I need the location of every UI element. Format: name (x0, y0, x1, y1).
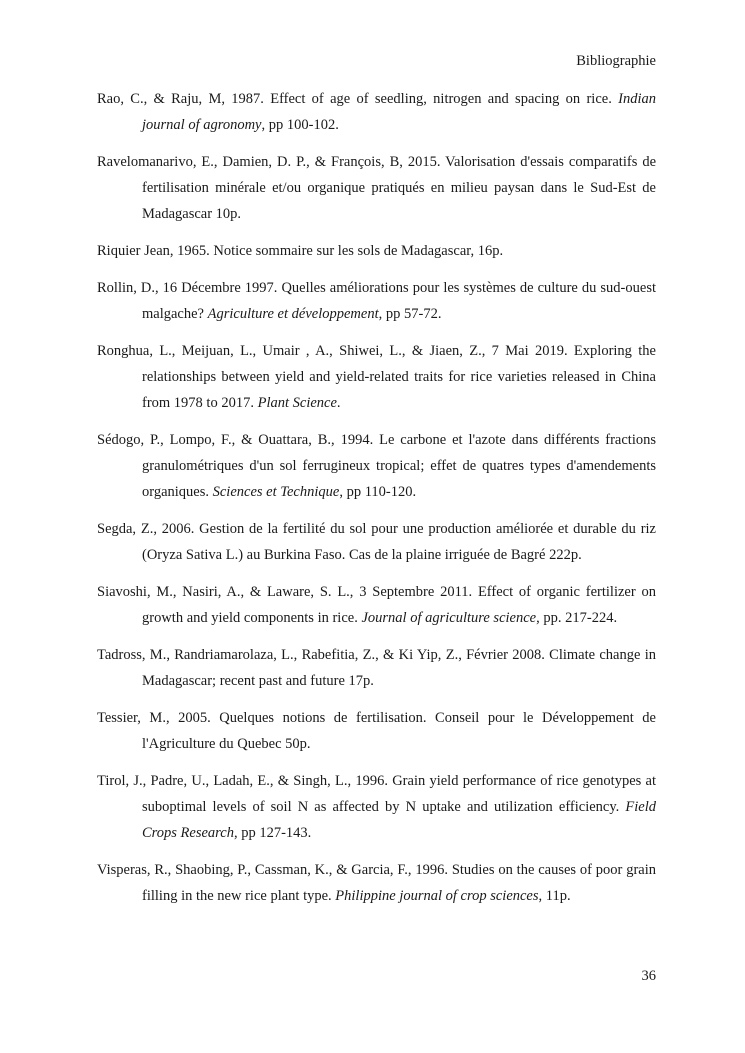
reference-entry (97, 857, 656, 909)
reference-text-end: , pp 100-102. (261, 117, 339, 133)
bibliography-list (97, 86, 656, 920)
reference-entry (97, 427, 656, 505)
reference-text: Siavoshi, M., Nasiri, A., & Laware, S. L., 3 Septembre 2011. Effect of organic fertilizer on growth and yield components in rice. (97, 584, 656, 626)
reference-text: Sédogo, P., Lompo, F., & Ouattara, B., 1994. Le carbone et l'azote dans différents fractions granulométriques d'un sol ferrugineux tropical; effet de quatres types d'amendements organiques. (97, 432, 656, 500)
reference-text: Ravelomanarivo, E., Damien, D. P., & François, B, 2015. Valorisation d'essais comparatifs de fertilisation minérale et/ou organique pratiqués en milieu paysan dans le Sud-Est de Madagascar 10p. (97, 154, 656, 222)
reference-entry (97, 516, 656, 568)
reference-text: Segda, Z., 2006. Gestion de la fertilité du sol pour une production améliorée et durable du riz (Oryza Sativa L.) au Burkina Faso. Cas de la plaine irriguée de Bagré 222p. (97, 521, 656, 563)
reference-entry (97, 768, 656, 846)
reference-text: Tessier, M., 2005. Quelques notions de fertilisation. Conseil pour le Développement de l'Agriculture du Quebec 50p. (97, 710, 656, 752)
reference-source-title: Plant Science (257, 395, 337, 411)
reference-text-end: , 11p. (538, 888, 571, 904)
running-header: Bibliographie (576, 53, 656, 69)
reference-source-title: Agriculture et développement (207, 306, 379, 322)
reference-text: Tadross, M., Randriamarolaza, L., Rabefitia, Z., & Ki Yip, Z., Février 2008. Climate change in Madagascar; recent past and future 17p. (97, 647, 656, 689)
reference-text-end: , pp. 217-224. (536, 610, 618, 626)
reference-entry (97, 338, 656, 416)
reference-entry (97, 705, 656, 757)
reference-text-end: , pp 127-143. (233, 825, 312, 841)
reference-text-end: , pp 57-72. (378, 306, 442, 322)
reference-entry (97, 275, 656, 327)
reference-source-title: Field Crops Research (142, 799, 656, 841)
reference-entry (97, 149, 656, 227)
reference-entry (97, 86, 656, 138)
reference-entry (97, 238, 656, 264)
reference-source-title: Philippine journal of crop sciences (335, 888, 539, 904)
reference-text: Visperas, R., Shaobing, P., Cassman, K., & Garcia, F., 1996. Studies on the causes of poor grain filling in the new rice plant type. (97, 862, 656, 904)
reference-entry (97, 642, 656, 694)
reference-source-title: Sciences et Technique (212, 484, 340, 500)
reference-text: Rao, C., & Raju, M, 1987. Effect of age of seedling, nitrogen and spacing on rice. (97, 91, 619, 107)
reference-source-title: Indian journal of agronomy (142, 91, 656, 133)
reference-text-end: , pp 110-120. (339, 484, 417, 500)
reference-text: Ronghua, L., Meijuan, L., Umair , A., Shiwei, L., & Jiaen, Z., 7 Mai 2019. Exploring the relationships between yield and yield-related traits for rice varieties released in China from 1978 to 2017. (97, 343, 656, 411)
reference-text: Rollin, D., 16 Décembre 1997. Quelles améliorations pour les systèmes de culture du sud-ouest malgache? (97, 280, 656, 322)
reference-source-title: Journal of agriculture science (361, 610, 537, 626)
reference-text-end: . (336, 395, 341, 411)
reference-text: Tirol, J., Padre, U., Ladah, E., & Singh, L., 1996. Grain yield performance of rice genotypes at suboptimal levels of soil N as affected by N uptake and utilization efficiency. (97, 773, 656, 815)
reference-text: Riquier Jean, 1965. Notice sommaire sur les sols de Madagascar, 16p. (97, 243, 504, 259)
page-number: 36 (641, 968, 656, 984)
reference-entry (97, 579, 656, 631)
